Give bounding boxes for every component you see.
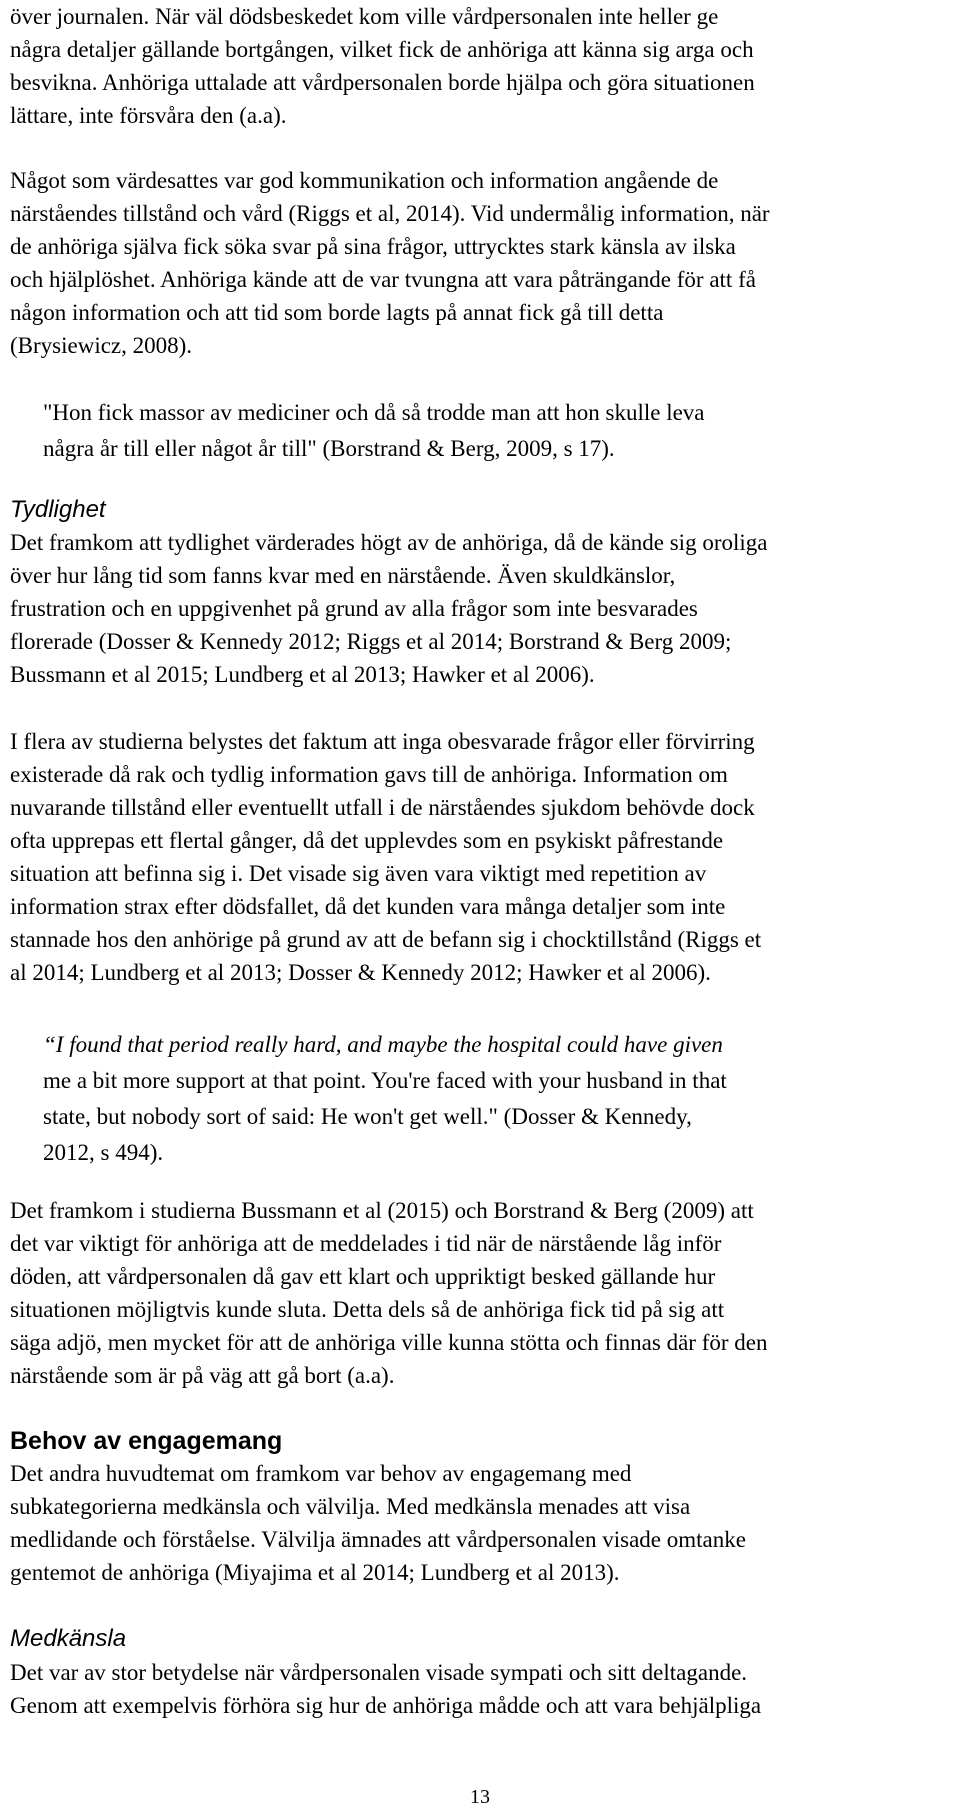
quote-line-italic: “I found that period really hard, and maybe the hospital could have given xyxy=(43,1032,723,1057)
text-line: Genom att exempelvis förhöra sig hur de anhöriga mådde och att vara behjälpliga xyxy=(10,1693,762,1718)
text-line: existerade då rak och tydlig information gavs till de anhöriga. Information om xyxy=(10,762,728,787)
text-line: närstående som är på väg att gå bort (a.a). xyxy=(10,1363,395,1388)
text-line: al 2014; Lundberg et al 2013; Dosser & Kennedy 2012; Hawker et al 2006). xyxy=(10,960,711,985)
text-line: Bussmann et al 2015; Lundberg et al 2013; Hawker et al 2006). xyxy=(10,662,595,687)
text-line: det var viktigt för anhöriga att de meddelades i tid när de närstående låg inför xyxy=(10,1231,722,1256)
text-line: nuvarande tillstånd eller eventuellt utfall i de närståendes sjukdom behövde dock xyxy=(10,795,755,820)
text-line: några detaljer gällande bortgången, vilket fick de anhöriga att känna sig arga och xyxy=(10,37,754,62)
text-line: ofta upprepas ett flertal gånger, då det upplevdes som en psykiskt påfrestande xyxy=(10,828,724,853)
text-line: och hjälplöshet. Anhöriga kände att de var tvungna att vara påträngande för att få xyxy=(10,267,756,292)
paragraph-2 xyxy=(10,164,950,362)
text-line: lättare, inte försvåra den (a.a). xyxy=(10,103,287,128)
text-line: florerade (Dosser & Kennedy 2012; Riggs et al 2014; Borstrand & Berg 2009; xyxy=(10,629,732,654)
text-line: över hur lång tid som fanns kvar med en närstående. Även skuldkänslor, xyxy=(10,563,676,588)
text-line: situationen möjligtvis kunde sluta. Detta dels så de anhöriga fick tid på sig att xyxy=(10,1297,725,1322)
text-line: stannade hos den anhörige på grund av att de befann sig i chocktillstånd (Riggs et xyxy=(10,927,762,952)
quote-line: "Hon fick massor av mediciner och då så trodde man att hon skulle leva xyxy=(43,400,705,425)
text-line: över journalen. När väl dödsbeskedet kom ville vårdpersonalen inte heller ge xyxy=(10,4,719,29)
text-line: de anhöriga själva fick söka svar på sina frågor, uttrycktes stark känsla av ilska xyxy=(10,234,736,259)
paragraph-3 xyxy=(10,526,950,691)
text-line: medlidande och förståelse. Välvilja ämnades att vårdpersonalen visade omtanke xyxy=(10,1527,746,1552)
text-line: situation att befinna sig i. Det visade sig även vara viktigt med repetition av xyxy=(10,861,707,886)
block-quote-1 xyxy=(43,395,943,467)
heading-behov-av-engagemang: Behov av engagemang xyxy=(10,1427,283,1455)
text-line: närståendes tillstånd och vård (Riggs et al, 2014). Vid undermålig information, när xyxy=(10,201,770,226)
text-line: Något som värdesattes var god kommunikation och information angående de xyxy=(10,168,719,193)
paragraph-4 xyxy=(10,725,950,989)
text-line: frustration och en uppgivenhet på grund av alla frågor som inte besvarades xyxy=(10,596,698,621)
text-line: Det andra huvudtemat om framkom var behov av engagemang med xyxy=(10,1461,632,1486)
quote-line: state, but nobody sort of said: He won't get well." (Dosser & Kennedy, xyxy=(43,1104,692,1129)
text-line: I flera av studierna belystes det faktum att inga obesvarade frågor eller förvirring xyxy=(10,729,755,754)
text-line: Det framkom i studierna Bussmann et al (2015) och Borstrand & Berg (2009) att xyxy=(10,1198,754,1223)
text-line: Det var av stor betydelse när vårdpersonalen visade sympati och sitt deltagande. xyxy=(10,1660,748,1685)
paragraph-1 xyxy=(10,0,950,132)
text-line: döden, att vårdpersonalen då gav ett klart och uppriktigt besked gällande hur xyxy=(10,1264,716,1289)
text-line: gentemot de anhöriga (Miyajima et al 2014; Lundberg et al 2013). xyxy=(10,1560,620,1585)
quote-line: me a bit more support at that point. You're faced with your husband in that xyxy=(43,1068,727,1093)
text-line: Det framkom att tydlighet värderades högt av de anhöriga, då de kände sig oroliga xyxy=(10,530,768,555)
text-line: besvikna. Anhöriga uttalade att vårdpersonalen borde hjälpa och göra situationen xyxy=(10,70,755,95)
text-line: någon information och att tid som borde lagts på annat fick gå till detta xyxy=(10,300,664,325)
heading-medkansla: Medkänsla xyxy=(10,1625,127,1652)
quote-line: 2012, s 494). xyxy=(43,1140,164,1165)
text-line: säga adjö, men mycket för att de anhöriga ville kunna stötta och finnas där för den xyxy=(10,1330,768,1355)
paragraph-6 xyxy=(10,1457,950,1589)
page-number: 13 xyxy=(470,1786,490,1808)
block-quote-2 xyxy=(43,1027,943,1171)
heading-tydlighet: Tydlighet xyxy=(10,496,106,523)
paragraph-7 xyxy=(10,1656,950,1722)
quote-line: några år till eller något år till" (Borstrand & Berg, 2009, s 17). xyxy=(43,436,615,461)
paragraph-5 xyxy=(10,1194,950,1392)
text-line: information strax efter dödsfallet, då det kunden vara många detaljer som inte xyxy=(10,894,726,919)
text-line: subkategorierna medkänsla och välvilja. Med medkänsla menades att visa xyxy=(10,1494,691,1519)
text-line: (Brysiewicz, 2008). xyxy=(10,333,193,358)
